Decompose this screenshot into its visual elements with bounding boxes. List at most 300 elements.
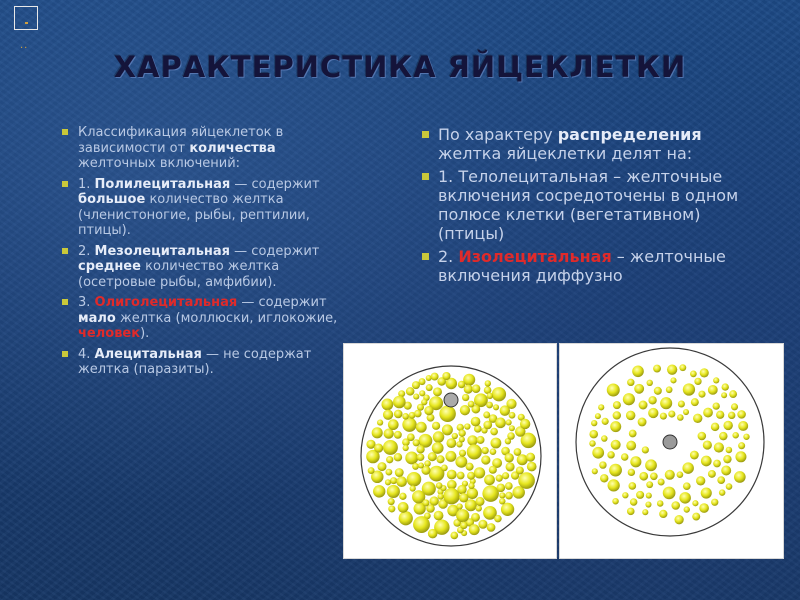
yolk-granule <box>402 417 416 431</box>
yolk-granule <box>690 371 697 378</box>
yolk-granule <box>703 440 712 449</box>
yolk-granule <box>527 462 537 472</box>
yolk-granule <box>434 511 444 521</box>
yolk-granule <box>499 492 505 498</box>
yolk-granule <box>413 394 419 400</box>
yolk-granule <box>460 405 470 415</box>
yolk-granule <box>403 445 409 451</box>
yolk-granule <box>467 444 482 459</box>
yolk-granule <box>666 386 673 393</box>
yolk-granule <box>598 404 604 410</box>
yolk-granule <box>497 484 506 493</box>
yolk-granule <box>496 475 503 482</box>
yolk-granule <box>612 498 618 504</box>
yolk-granule <box>627 379 634 386</box>
yolk-granule <box>438 493 444 499</box>
yolk-granule <box>502 472 509 479</box>
yolk-granule <box>494 515 502 523</box>
yolk-granule <box>390 477 397 484</box>
yolk-granule <box>731 403 738 410</box>
bullet-text: 4. <box>78 346 95 362</box>
yolk-granule <box>383 410 393 420</box>
yolk-granule <box>734 471 746 483</box>
yolk-granule <box>592 447 604 459</box>
yolk-granule <box>398 502 409 513</box>
bullet-item <box>422 125 752 163</box>
yolk-granule <box>385 469 392 476</box>
yolk-granule <box>439 406 456 423</box>
yolk-granule <box>478 520 487 529</box>
yolk-granule <box>424 406 433 415</box>
yolk-granule <box>507 432 515 440</box>
yolk-granule <box>459 493 468 502</box>
nucleus <box>444 393 458 407</box>
yolk-granule <box>483 421 492 430</box>
yolk-granule <box>500 405 510 415</box>
bullet-text: 2. <box>438 247 459 266</box>
bullet-text: 3. <box>78 295 95 310</box>
yolk-granule <box>383 440 398 455</box>
yolk-granule <box>457 472 465 480</box>
yolk-granule <box>471 417 481 427</box>
yolk-granule <box>452 433 458 439</box>
polylecithal-egg-figure <box>343 343 557 559</box>
yolk-granule <box>445 451 456 462</box>
yolk-granule <box>677 414 684 421</box>
yolk-granule <box>626 441 636 451</box>
yolk-granule <box>728 412 735 419</box>
yolk-granule <box>481 455 490 464</box>
bullet-text: количество желтка (осетровые рыбы, амфибии). <box>78 259 280 290</box>
yolk-granule <box>698 432 707 441</box>
yolk-granule <box>458 381 465 388</box>
yolk-granule <box>692 500 698 506</box>
yolk-granule <box>446 438 456 448</box>
bullet-square-icon <box>422 131 429 138</box>
yolk-granule <box>456 503 462 509</box>
yolk-granule <box>501 503 514 516</box>
bullet-text: распределения <box>557 125 702 144</box>
yolk-granule <box>660 413 667 420</box>
yolk-granule <box>599 461 606 468</box>
yolk-granule <box>431 373 439 381</box>
bullet-item <box>62 347 352 378</box>
yolk-granule <box>713 460 721 468</box>
yolk-granule <box>668 410 675 417</box>
yolk-granule <box>395 468 404 477</box>
yolk-granule <box>639 472 648 481</box>
yolk-granule <box>642 446 649 453</box>
yolk-granule <box>426 384 433 391</box>
yolk-granule <box>413 439 420 446</box>
yolk-granule <box>385 479 391 485</box>
yolk-granule <box>377 462 386 471</box>
yolk-granule <box>628 482 636 490</box>
bullet-square-icon <box>62 351 68 357</box>
yolk-granule <box>506 419 512 425</box>
yolk-granule <box>468 483 474 489</box>
yolk-granule <box>414 410 422 418</box>
yolk-granule <box>509 412 516 419</box>
yolk-granule <box>713 377 719 383</box>
yolk-granule <box>634 384 644 394</box>
yolk-granule <box>711 423 720 432</box>
yolk-granule <box>678 400 685 407</box>
yolk-granule <box>394 410 403 419</box>
yolk-granule <box>476 436 484 444</box>
yolk-granule <box>592 468 598 474</box>
yolk-granule <box>386 456 393 463</box>
yolk-granule <box>394 453 402 461</box>
yolk-granule <box>450 532 458 540</box>
yolk-granule <box>602 418 609 425</box>
yolk-granule <box>657 500 664 507</box>
bullet-text: Алецитальная <box>94 346 202 362</box>
yolk-granule <box>648 396 656 404</box>
yolk-granule <box>490 428 498 436</box>
bullet-text: Мезолецитальная <box>94 243 231 259</box>
yolk-granule <box>505 492 513 500</box>
yolk-granule <box>406 387 415 396</box>
yolk-granule <box>627 508 635 516</box>
yolk-granule <box>726 447 733 454</box>
yolk-granule <box>692 513 700 521</box>
yolk-granule <box>738 421 748 431</box>
yolk-granule <box>608 479 620 491</box>
yolk-granule <box>713 402 720 409</box>
yolk-granule <box>388 498 395 505</box>
yolk-granule <box>441 465 448 472</box>
yolk-granule <box>516 466 524 474</box>
yolk-granule <box>658 479 665 486</box>
bullet-text: Классификация яйцеклеток в зависимости от <box>78 125 284 156</box>
yolk-granule <box>679 364 686 371</box>
yolk-granule <box>589 430 598 439</box>
yolk-granule <box>506 462 515 471</box>
yolk-granule <box>467 472 475 480</box>
bullet-text: Олиголецитальная <box>94 295 238 310</box>
slide-title: ХАРАКТЕРИСТИКА ЯЙЦЕКЛЕТКИ <box>113 50 687 84</box>
bullet-text: мало <box>78 310 116 326</box>
yolk-granule <box>738 442 745 449</box>
yolk-granule <box>701 456 712 467</box>
yolk-granule <box>490 448 497 455</box>
yolk-granule <box>374 444 383 453</box>
yolk-granule <box>373 485 385 497</box>
yolk-granule <box>639 401 648 410</box>
yolk-granule <box>722 383 729 390</box>
yolk-granule <box>499 498 506 505</box>
yolk-granule <box>368 467 375 474</box>
yolk-granule <box>492 387 506 401</box>
yolk-granule <box>455 456 467 468</box>
yolk-granule <box>650 472 658 480</box>
yolk-granule <box>412 463 419 470</box>
yolk-granule <box>457 485 466 494</box>
bullet-text: — не содержат желтка (паразиты). <box>78 346 312 377</box>
yolk-granule <box>721 465 731 475</box>
yolk-granule <box>691 398 699 406</box>
yolk-granule <box>703 408 713 418</box>
yolk-granule <box>610 421 621 432</box>
yolk-granule <box>505 453 514 462</box>
yolk-granule <box>388 419 399 430</box>
bullet-text: большое <box>78 192 146 207</box>
bullet-square-icon <box>62 129 68 135</box>
yolk-granule <box>613 411 621 419</box>
yolk-granule <box>717 476 725 484</box>
yolk-granule <box>505 482 513 490</box>
yolk-granule <box>462 394 469 401</box>
yolk-granule <box>467 435 477 445</box>
yolk-granule <box>428 452 437 461</box>
bullet-text: желтка яйцеклетки делят на: <box>438 144 693 163</box>
yolk-granule <box>458 430 465 437</box>
bullet-item <box>422 167 752 243</box>
yolk-granule <box>466 463 474 471</box>
yolk-granule <box>422 499 429 506</box>
yolk-granule <box>645 459 657 471</box>
yolk-granule <box>665 470 675 480</box>
yolk-granule <box>486 402 493 409</box>
yolk-granule <box>611 440 621 450</box>
yolk-granule <box>721 392 727 398</box>
yolk-granule <box>735 451 746 462</box>
yolk-granule <box>410 485 416 491</box>
yolk-granule <box>372 427 383 438</box>
bullet-item <box>422 247 752 285</box>
yolk-granule <box>609 464 622 477</box>
yolk-granule <box>487 393 493 399</box>
bullet-text: Изолецитальная <box>458 247 612 266</box>
yolk-granule <box>629 430 637 438</box>
yolk-granule <box>737 410 746 419</box>
yolk-granule <box>394 431 402 439</box>
bullet-text: 1. <box>78 176 95 192</box>
yolk-granule <box>645 501 651 507</box>
yolk-granule <box>436 455 444 463</box>
yolk-granule <box>642 509 648 515</box>
yolk-granule <box>459 436 465 442</box>
yolk-granule <box>630 498 638 506</box>
isolecithal-egg-figure <box>559 343 784 559</box>
yolk-granule <box>600 474 608 482</box>
bullet-text: — содержит <box>237 295 327 310</box>
yolk-granule <box>683 409 689 415</box>
yolk-granule <box>484 474 495 485</box>
bullet-text: человек <box>78 326 141 341</box>
isolecithal-egg-drawing <box>560 344 785 560</box>
yolk-granule <box>743 434 749 440</box>
yolk-granule <box>732 432 739 439</box>
yolk-granule <box>607 451 614 458</box>
bullet-text: среднее <box>78 259 141 274</box>
yolk-granule <box>418 462 424 468</box>
bullet-item <box>62 125 352 172</box>
yolk-granule <box>674 515 683 524</box>
bullet-square-icon <box>62 248 68 254</box>
bullet-text: количества <box>189 140 276 156</box>
yolk-granule <box>621 453 628 460</box>
yolk-granule <box>514 448 522 456</box>
yolk-granule <box>723 421 732 430</box>
bullet-square-icon <box>422 253 429 260</box>
yolk-granule <box>670 377 676 383</box>
bullet-text: количество желтка (членистоногие, рыбы, рептилии, птицы). <box>78 192 310 238</box>
yolk-granule <box>432 422 440 430</box>
yolk-granule <box>667 365 677 375</box>
yolk-granule <box>696 476 705 485</box>
yolk-granule <box>393 396 406 409</box>
yolk-granule <box>413 516 430 533</box>
bullet-item <box>62 244 352 291</box>
yolk-granule <box>396 476 407 487</box>
yolk-granule <box>723 455 731 463</box>
yolk-granule <box>660 397 672 409</box>
right-column <box>422 125 752 289</box>
yolk-granule <box>646 481 653 488</box>
bullet-square-icon <box>62 181 68 187</box>
yolk-granule <box>468 401 475 408</box>
yolk-granule <box>632 365 644 377</box>
yolk-granule <box>419 378 426 385</box>
yolk-granule <box>626 411 635 420</box>
yolk-granule <box>729 390 737 398</box>
yolk-granule <box>716 411 724 419</box>
yolk-granule <box>701 487 712 498</box>
yolk-granule <box>607 384 620 397</box>
yolk-granule <box>719 489 725 495</box>
yolk-granule <box>485 380 491 386</box>
yolk-granule <box>671 501 680 510</box>
yolk-granule <box>433 387 442 396</box>
yolk-granule <box>402 413 409 420</box>
polylecithal-egg-drawing <box>344 344 558 560</box>
bullet-square-icon <box>62 299 68 305</box>
yolk-granule <box>407 472 422 487</box>
yolk-granule <box>399 493 406 500</box>
yolk-granule <box>460 522 467 529</box>
yolk-granule <box>693 414 702 423</box>
bullet-item <box>62 177 352 239</box>
yolk-granule <box>711 499 718 506</box>
yolk-granule <box>630 456 641 467</box>
yolk-granule <box>646 493 652 499</box>
yolk-granule <box>517 454 528 465</box>
yolk-granule <box>436 482 443 489</box>
yolk-granule <box>589 440 596 447</box>
yolk-granule <box>381 399 393 411</box>
yolk-granule <box>699 503 709 513</box>
yolk-granule <box>405 451 418 464</box>
yolk-granule <box>481 447 488 454</box>
yolk-granule <box>698 391 705 398</box>
yolk-granule <box>433 431 444 442</box>
yolk-granule <box>416 445 424 453</box>
yolk-granule <box>518 472 535 489</box>
yolk-granule <box>442 372 450 380</box>
yolk-granule <box>487 523 496 532</box>
left-column <box>62 125 352 383</box>
yolk-granule <box>683 482 691 490</box>
yolk-granule <box>459 450 466 457</box>
corner-dots: .. <box>20 40 29 51</box>
yolk-granule <box>683 383 695 395</box>
yolk-granule <box>493 404 499 410</box>
yolk-granule <box>526 453 535 462</box>
yolk-granule <box>428 529 438 539</box>
yolk-granule <box>520 419 530 429</box>
yolk-granule <box>622 492 628 498</box>
yolk-granule <box>456 509 469 522</box>
yolk-granule <box>495 418 506 429</box>
bullet-text: ). <box>140 326 150 341</box>
yolk-granule <box>719 432 727 440</box>
yolk-granule <box>636 491 644 499</box>
yolk-granule <box>628 469 635 476</box>
yolk-granule <box>700 368 709 377</box>
yolk-granule <box>469 524 480 535</box>
yolk-granule <box>442 424 453 435</box>
bullet-text: — содержит <box>230 243 320 259</box>
yolk-granule <box>659 510 667 518</box>
nucleus <box>663 435 677 449</box>
bullet-text: 2. <box>78 243 95 259</box>
bullet-item <box>62 295 352 342</box>
bullet-text: Полилецитальная <box>94 176 231 192</box>
yolk-granule <box>489 466 497 474</box>
yolk-granule <box>417 453 425 461</box>
bullet-text: желтка (моллюски, иглокожие, <box>115 310 338 326</box>
yolk-granule <box>464 423 470 429</box>
bullet-text: – желточные включения диффузно <box>438 247 726 285</box>
yolk-granule <box>509 425 515 431</box>
yolk-granule <box>714 442 724 452</box>
yolk-granule <box>399 511 413 525</box>
bullet-text: По характеру <box>438 125 558 144</box>
yolk-granule <box>682 462 693 473</box>
yolk-granule <box>475 497 484 506</box>
bullet-text: желточных включений: <box>78 156 241 171</box>
yolk-granule <box>708 470 716 478</box>
yolk-granule <box>648 408 658 418</box>
yolk-granule <box>416 422 427 433</box>
yolk-granule <box>443 488 459 504</box>
yolk-granule <box>690 451 699 460</box>
bullet-text: 1. Телолецитальная – желточные включения сосредоточены в одном полюсе клетки (вегетативном) (птицы) <box>438 167 739 243</box>
yolk-granule <box>447 480 457 490</box>
yolk-granule <box>694 378 701 385</box>
yolk-granule <box>421 399 427 405</box>
yolk-granule <box>595 413 601 419</box>
yolk-granule <box>472 384 481 393</box>
yolk-granule <box>653 365 661 373</box>
yolk-granule <box>654 387 662 395</box>
yolk-granule <box>647 380 653 386</box>
bullet-text: — содержит <box>230 176 320 192</box>
yolk-granule <box>684 506 690 512</box>
yolk-granule <box>432 442 444 454</box>
bullet-square-icon <box>422 173 429 180</box>
yolk-granule <box>679 492 691 504</box>
yolk-granule <box>482 485 499 502</box>
yolk-granule <box>384 428 394 438</box>
yolk-granule <box>474 467 485 478</box>
yolk-granule <box>387 485 400 498</box>
slide-corner-icon <box>14 6 38 30</box>
yolk-granule <box>638 418 647 427</box>
yolk-granule <box>476 505 482 511</box>
